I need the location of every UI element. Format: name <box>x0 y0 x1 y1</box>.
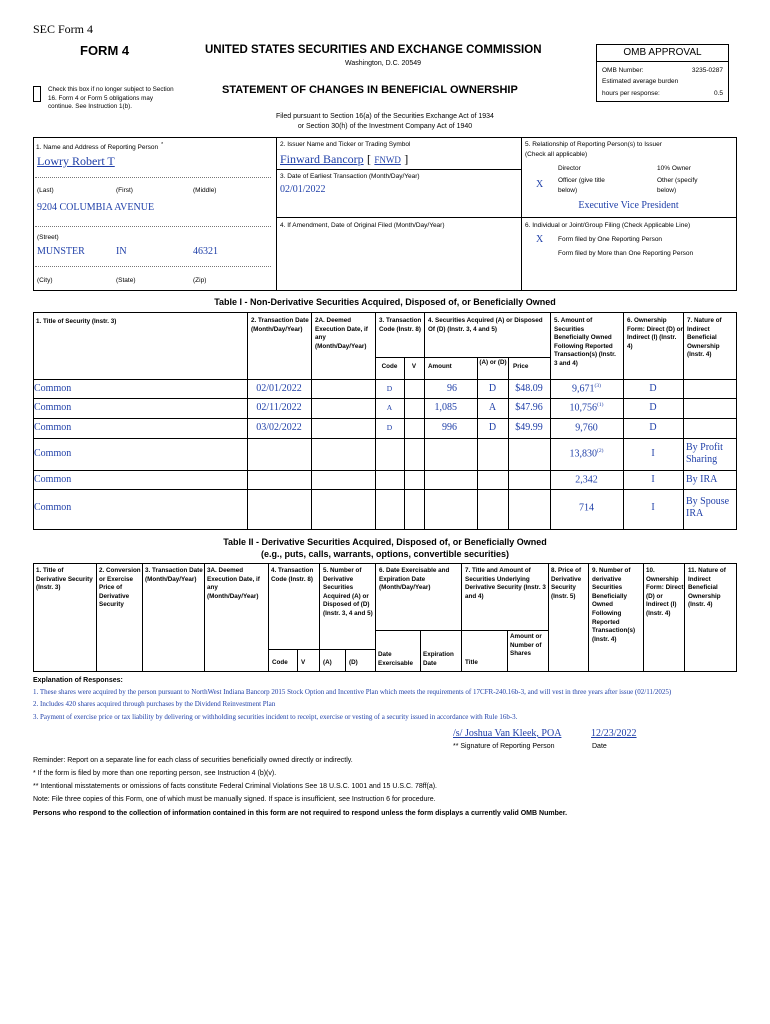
row-nature: By Profit Sharing <box>686 442 723 465</box>
row-transaction-code: D <box>386 383 393 393</box>
agency-title: UNITED STATES SECURITIES AND EXCHANGE COMMISSION <box>205 44 542 56</box>
t1-h2a: 2A. Deemed Execution Date, if any (Month/Day/Year) <box>315 317 368 350</box>
filed-pursuant-line1: Filed pursuant to Section 16(a) of the Securities Exchange Act of 1934 <box>276 113 494 120</box>
row-transaction-code: A <box>386 403 393 412</box>
footnote-1: 1. These shares were acquired by the person pursuant to NorthWest Indiana Bancorp 2015 Stock Option and Incentive Plan which meets the requirements of 17CFR-240.16b-3, and will vest in three years after issue (02/11/2025) <box>33 688 672 696</box>
state-label: (State) <box>116 277 136 284</box>
table2-title1: Table II - Derivative Securities Acquired, Disposed of, or Beneficially Owned <box>223 537 547 547</box>
omb-number-label: OMB Number: <box>602 67 644 74</box>
row-owned-after: 2,342 <box>575 473 598 485</box>
t2-h8: 8. Price of Derivative Security (Instr. 5) <box>551 567 582 600</box>
omb-title: OMB APPROVAL <box>597 45 728 62</box>
other-label: Other (specify below) <box>657 177 698 194</box>
t1-h3: 3. Transaction Code (Instr. 8) <box>379 317 422 333</box>
row-security-title: Common <box>34 448 72 459</box>
issuer-label: 2. Issuer Name and Ticker or Trading Symbol <box>280 141 411 148</box>
t1-amount-header: Amount <box>428 363 452 370</box>
form-title: FORM 4 <box>80 43 130 58</box>
row-security-title: Common <box>34 382 72 394</box>
row-amount: 996 <box>442 422 457 433</box>
t2-amount-header: Amount or Number of Shares <box>510 633 542 658</box>
middle-label: (Middle) <box>193 187 217 194</box>
ten-percent-label: 10% Owner <box>657 165 691 172</box>
row-amount: 1,085 <box>434 402 457 413</box>
omb-hours-label: hours per response: <box>602 90 660 97</box>
row-ownership-form: D <box>649 382 657 394</box>
row-nature: By IRA <box>686 473 718 485</box>
city-value: MUNSTER <box>37 246 85 257</box>
street-label: (Street) <box>37 234 59 241</box>
t2-h6: 6. Date Exercisable and Expiration Date (Month/Day/Year) <box>379 567 450 592</box>
t2-v-header: V <box>301 659 306 666</box>
row-owned-after: 10,756$^{(1)}$ <box>569 402 604 414</box>
earliest-date-value: 02/01/2022 <box>280 184 326 195</box>
last-label: (Last) <box>37 187 54 194</box>
filed-pursuant-line2: or Section 30(h) of the Investment Company Act of 1940 <box>297 123 473 130</box>
row-ownership-form: D <box>649 402 657 413</box>
reporting-person-label: 1. Name and Address of Reporting Person * <box>36 142 164 152</box>
row-nature: By Spouse IRA <box>686 495 730 519</box>
footer-note: Note: File three copies of this Form, one of which must be manually signed. If space is insufficient, see Instruction 6 for procedure. <box>33 796 436 803</box>
street-value: 9204 COLUMBIA AVENUE <box>37 202 155 213</box>
t1-h4: 4. Securities Acquired (A) or Disposed Of (D) (Instr. 3, 4 and 5) <box>428 317 543 333</box>
row-ownership-form: I <box>651 501 655 513</box>
signature-label: ** Signature of Reporting Person <box>453 743 555 750</box>
omb-approval-box <box>596 44 729 102</box>
footer-reminder: Reminder: Report on a separate line for each class of securities beneficially owned directly or indirectly. <box>33 757 353 764</box>
row-transaction-date: 03/02/2022 <box>256 422 302 433</box>
row-price: $48.09 <box>515 382 543 394</box>
footnote-2: 2. Includes 420 shares acquired through purchases by the Dividend Reinvestment Plan <box>33 700 276 708</box>
city-label: (City) <box>37 277 53 284</box>
t1-h2: 2. Transaction Date (Month/Day/Year) <box>251 317 309 333</box>
row-price: $49.99 <box>515 422 543 433</box>
officer-title-value: Executive Vice President <box>578 200 679 211</box>
t2-h3a: 3A. Deemed Execution Date, if any (Month/Day/Year) <box>207 567 260 600</box>
director-label: Director <box>558 165 581 172</box>
t2-h1: 1. Title of Derivative Security (Instr. 3) <box>36 567 93 592</box>
t2-h5: 5. Number of Derivative Securities Acquired (A) or Disposed of (D) (Instr. 3, 4 and 5) <box>323 567 373 617</box>
row-owned-after: 714 <box>579 501 594 513</box>
t1-h6: 6. Ownership Form: Direct (D) or Indirect (I) (Instr. 4) <box>627 317 683 350</box>
t2-code-header: Code <box>272 659 288 666</box>
t2-h9: 9. Number of derivative Securities Beneficially Owned Following Reported Transaction(s) (Instr. 4) <box>592 567 636 643</box>
t2-h4: 4. Transaction Code (Instr. 8) <box>271 567 314 583</box>
footer-instruction: * If the form is filed by more than one reporting person, see Instruction 4 (b)(v). <box>33 770 277 777</box>
t1-price-header: Price <box>513 363 529 370</box>
row-amount: 96 <box>447 382 457 394</box>
row-transaction-code: D <box>386 423 393 432</box>
officer-checkmark[interactable]: X <box>536 179 544 190</box>
omb-burden-label: Estimated average burden <box>602 78 679 85</box>
row-owned-after: 9,671$^{(3)}$ <box>572 382 601 394</box>
t1-aord-header: (A) or (D) <box>479 359 507 366</box>
row-ownership-form: I <box>651 473 655 485</box>
earliest-date-label: 3. Date of Earliest Transaction (Month/Day/Year) <box>280 173 420 180</box>
explanation-label: Explanation of Responses: <box>33 677 123 684</box>
row-ownership-form: I <box>651 448 655 459</box>
row-security-title: Common <box>34 473 72 485</box>
filing-one-checkmark[interactable]: X <box>536 234 544 245</box>
t1-code-header: Code <box>381 363 398 370</box>
t1-h7: 7. Nature of Indirect Beneficial Ownership (Instr. 4) <box>687 317 722 359</box>
zip-value: 46321 <box>193 246 218 257</box>
footnote-3: 3. Payment of exercise price or tax liability by delivering or withholding securities incident to receipt, exercise or vesting of a security issued in accordance with Rule 16b-3. <box>33 713 518 721</box>
table1-title: Table I - Non-Derivative Securities Acquired, Disposed of, or Beneficially Owned <box>214 297 556 307</box>
no-longer-subject-checkbox[interactable] <box>33 86 41 102</box>
row-price: $47.96 <box>515 402 543 413</box>
row-transaction-date: 02/11/2022 <box>256 402 302 413</box>
t2-a-header: (A) <box>323 659 332 666</box>
state-value: IN <box>116 246 127 257</box>
signature-value: /s/ Joshua Van Kleek, POA <box>453 728 562 739</box>
reporting-person-name: Lowry Robert T <box>37 154 115 168</box>
omb-number: 3235-0287 <box>691 67 723 74</box>
t2-date-exercisable-header: Date Exercisable <box>378 651 414 667</box>
row-ownership-form: D <box>649 422 657 433</box>
issuer-ticker: FNWD <box>374 155 401 165</box>
t2-h11: 11. Nature of Indirect Beneficial Ownership (Instr. 4) <box>688 567 726 609</box>
row-security-title: Common <box>34 402 72 413</box>
amendment-label: 4. If Amendment, Date of Original Filed (Month/Day/Year) <box>280 222 445 229</box>
t1-h5: 5. Amount of Securities Beneficially Owned Following Reported Transaction(s) (Instr. 3 and 4) <box>554 317 616 367</box>
row-owned-after: 13,830$^{(2)}$ <box>569 448 604 460</box>
t2-h7: 7. Title and Amount of Securities Underlying Derivative Security (Instr. 3 and 4) <box>465 567 546 600</box>
table2-title2: (e.g., puts, calls, warrants, options, convertible securities) <box>260 549 510 559</box>
t2-d-header: (D) <box>349 659 358 666</box>
statement-title: STATEMENT OF CHANGES IN BENEFICIAL OWNERSHIP <box>222 84 518 96</box>
row-owned-footnote: (3) <box>594 382 601 389</box>
row-security-title: Common <box>34 422 72 433</box>
row-a-or-d: D <box>488 382 497 394</box>
t1-h1: 1. Title of Security (Instr. 3) <box>36 318 117 325</box>
issuer-name: Finward Bancorp <box>280 152 364 166</box>
checkbox-text: Check this box if no longer subject to Section 16. Form 4 or Form 5 obligations may continue. See Instruction 1(b). <box>48 86 174 111</box>
row-owned-footnote: (2) <box>597 448 604 454</box>
filing-one-label: Form filed by One Reporting Person <box>558 236 663 243</box>
filing-label: 6. Individual or Joint/Group Filing (Check Applicable Line) <box>525 222 691 229</box>
date-label: Date <box>592 743 607 750</box>
officer-label: Officer (give title below) <box>558 177 605 194</box>
signature-date-value: 12/23/2022 <box>591 728 637 739</box>
agency-location: Washington, D.C. 20549 <box>345 60 422 67</box>
omb-hours: 0.5 <box>713 90 723 97</box>
relationship-sub: (Check all applicable) <box>525 151 588 158</box>
filing-more-label: Form filed by More than One Reporting Person <box>558 250 694 257</box>
issuer-name-ticker: Finward Bancorp [ FNWD ] <box>280 152 409 166</box>
footer-persons: Persons who respond to the collection of information contained in this form are not required to respond unless the form displays a currently valid OMB Number. <box>33 810 568 817</box>
t2-expiration-header: Expiration Date <box>423 651 454 667</box>
t2-title-header: Title <box>465 659 478 666</box>
t1-v-header: V <box>411 363 417 370</box>
zip-label: (Zip) <box>193 277 207 284</box>
row-security-title: Common <box>34 501 72 513</box>
row-transaction-date: 02/01/2022 <box>256 382 302 394</box>
relationship-label: 5. Relationship of Reporting Person(s) to Issuer <box>525 141 662 148</box>
row-owned-after: 9,760 <box>575 422 598 434</box>
row-a-or-d: A <box>488 402 497 413</box>
first-label: (First) <box>116 187 133 194</box>
footer-misstatements: ** Intentional misstatements or omissions of facts constitute Federal Criminal Violations See 18 U.S.C. 1001 and 15 U.S.C. 78ff(a). <box>33 783 437 790</box>
t2-h10: 10. Ownership Form: Direct (D) or Indirect (I) (Instr. 4) <box>646 567 684 617</box>
row-a-or-d: D <box>488 422 497 433</box>
form-label: SEC Form 4 <box>33 22 94 36</box>
t2-h3: 3. Transaction Date (Month/Day/Year) <box>145 567 203 583</box>
row-owned-footnote: (1) <box>597 402 604 408</box>
t2-h2: 2. Conversion or Exercise Price of Derivative Security <box>99 567 141 609</box>
